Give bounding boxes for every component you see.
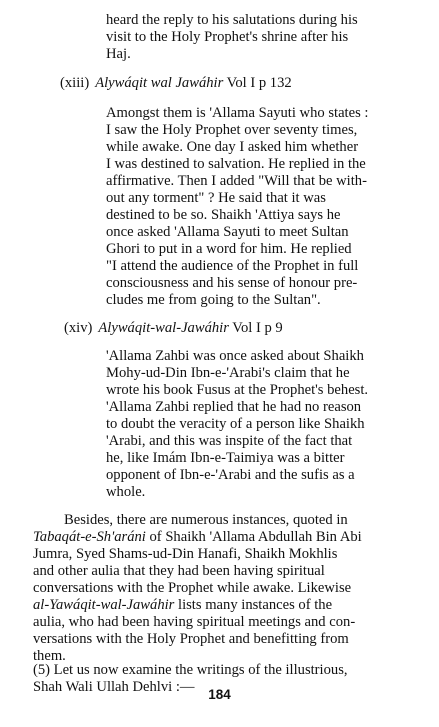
text-line: 'Allama Zahbi was once asked about Shaikh (106, 348, 364, 364)
text-line: them. (33, 648, 66, 664)
text-line: Amongst them is 'Allama Sayuti who states : (106, 105, 369, 121)
text-line: visit to the Holy Prophet's shrine after his (106, 29, 349, 45)
text-line (33, 597, 332, 614)
text-line: I saw the Holy Prophet over seventy times, (106, 122, 358, 138)
text-line: he, like Imám Ibn-e-Taimiya was a bitter (106, 450, 345, 466)
text-run: of Shaikh 'Allama Abdullah Bin Abi (145, 529, 362, 545)
text-line: conversations with the Prophet while awake. Likewise (33, 580, 352, 596)
text-line: destined to be so. Shaikh 'Attiya says he (106, 207, 341, 223)
text-run: lists many instances of the (174, 597, 333, 613)
text-line: Mohy-ud-Din Ibn-e-'Arabi's claim that he (106, 365, 350, 381)
text-line: Haj. (106, 46, 131, 62)
text-line: Jumra, Syed Shams-ud-Din Hanafi, Shaikh Mokhlis (33, 546, 338, 562)
citation-source: Alywáqit wal Jawáhir (95, 75, 224, 91)
text-line: once asked 'Allama Sayuti to meet Sultan (106, 224, 349, 240)
text-line: 'Arabi, and this was inspite of the fact that (106, 433, 353, 449)
text-line (33, 529, 362, 546)
text-line: 'Allama Zahbi replied that he had no reason (106, 399, 362, 415)
text-line: (5) Let us now examine the writings of the illustrious, (33, 662, 348, 678)
text-line: versations with the Holy Prophet and benefitting from (33, 631, 349, 647)
text-line: out any torment" ? He said that it was (106, 190, 326, 206)
text-line: "I attend the audience of the Prophet in full (106, 258, 359, 274)
text-line: affirmative. Then I added "Will that be with- (106, 173, 367, 189)
text-line: Besides, there are numerous instances, quoted in (64, 512, 348, 528)
text-line: and other aulia that they had been having spiritual (33, 563, 325, 579)
citation-number: (xiv) (64, 320, 93, 336)
text-line: aulia, who had been having spiritual meetings and con- (33, 614, 356, 630)
citation-source: Alywáqit-wal-Jawáhir (98, 320, 229, 336)
text-line: cludes me from going to the Sultan". (106, 292, 321, 308)
text-line: whole. (106, 484, 146, 500)
citation-number: (xiii) (60, 75, 90, 91)
text-line: Ghori to put in a word for him. He replied (106, 241, 352, 257)
citation-ref: Vol I p 132 (223, 75, 292, 91)
text-line: I was destined to salvation. He replied in the (106, 156, 366, 172)
page-number: 184 (208, 687, 231, 702)
book-title: Tabaqát-e-Sh'aráni (33, 529, 146, 545)
book-title: al-Yawáqit-wal-Jawáhir (33, 597, 175, 613)
text-line: heard the reply to his salutations during his (106, 12, 358, 28)
text-line: Shah Wali Ullah Dehlvi :— (33, 679, 195, 695)
text-line: opponent of Ibn-e-'Arabi and the sufis as a (106, 467, 355, 483)
text-line: consciousness and his sense of honour pre- (106, 275, 358, 291)
citation-heading (64, 320, 283, 337)
text-line: wrote his book Fusus at the Prophet's behest. (106, 382, 369, 398)
text-line: to doubt the veracity of a person like Shaikh (106, 416, 365, 432)
citation-heading (60, 75, 292, 92)
text-line: while awake. One day I asked him whether (106, 139, 359, 155)
citation-ref: Vol I p 9 (228, 320, 283, 336)
